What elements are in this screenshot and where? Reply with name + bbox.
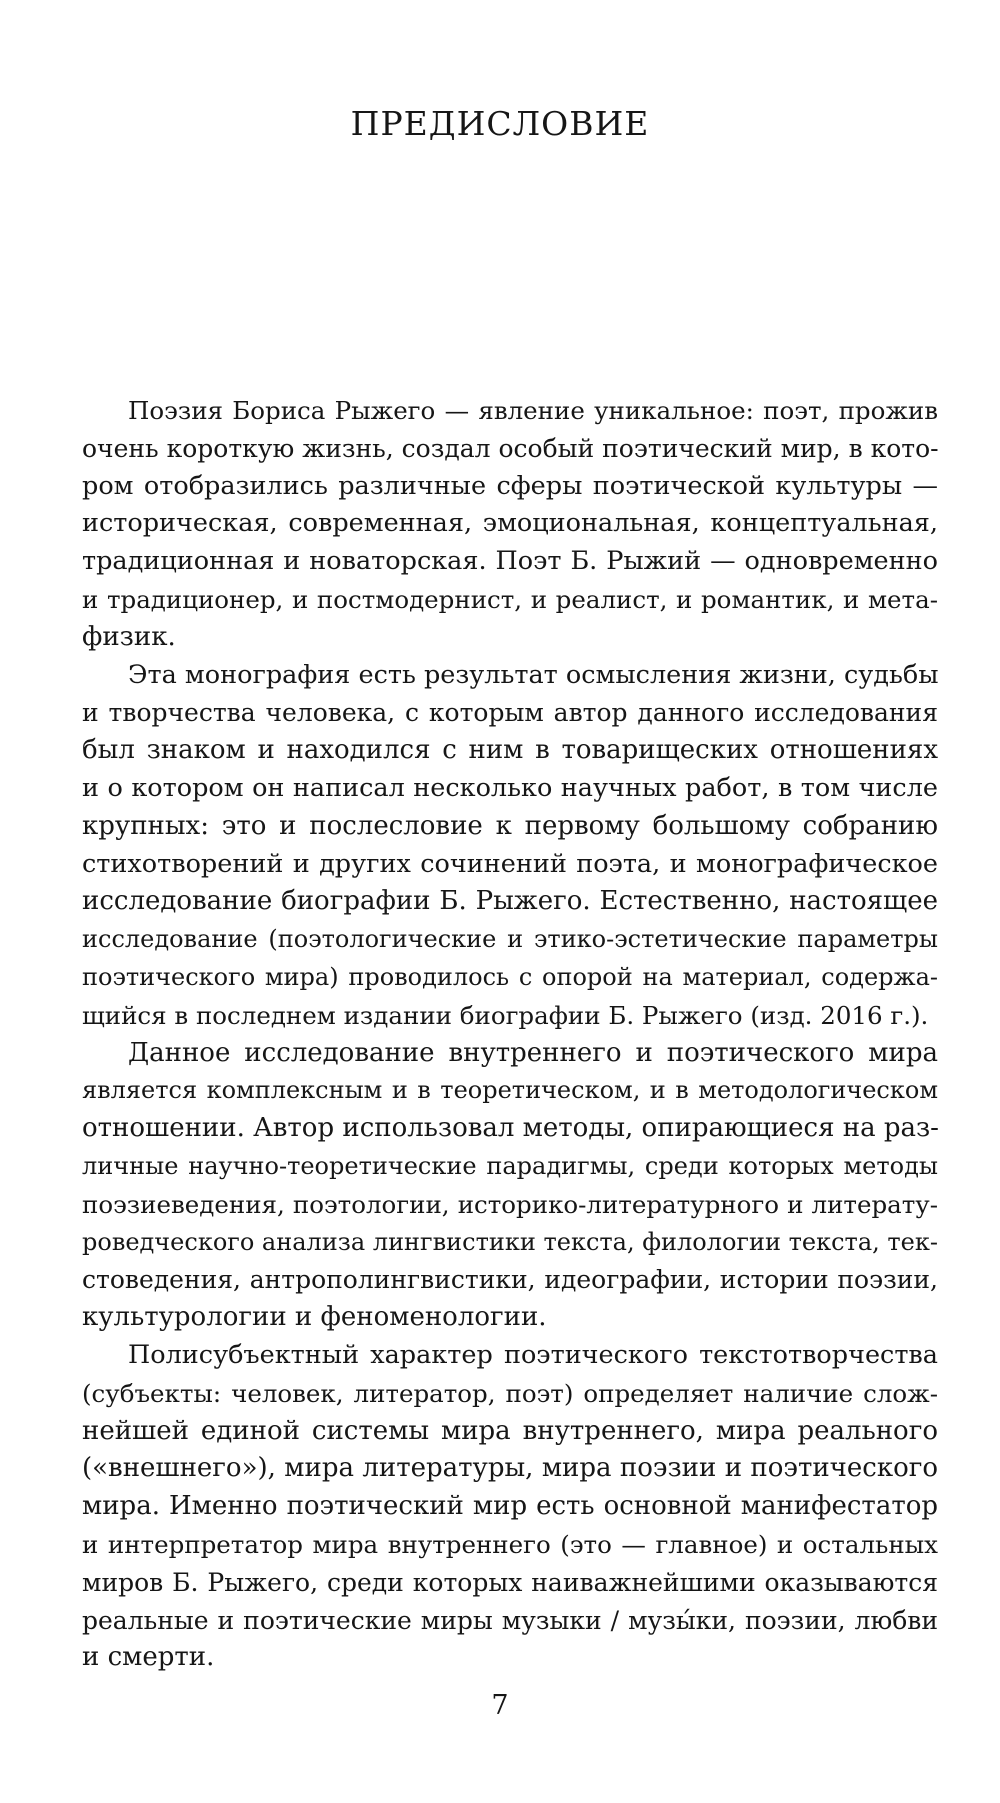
text-line: Полисубъектный характер поэтического текстотворчества [128, 1339, 938, 1370]
text-line: и традиционер, и постмодернист, и реалист, и романтик, и мета- [82, 584, 938, 614]
text-line: исследование биографии Б. Рыжего. Естественно, настоящее [82, 886, 938, 917]
paragraph-2 [82, 657, 938, 1035]
text-line: миров Б. Рыжего, среди которых наиважнейшими оказываются [82, 1567, 938, 1597]
text-line: Данное исследование внутреннего и поэтического мира [128, 1037, 938, 1068]
text-line: традиционная и новаторская. Поэт Б. Рыжий — одновременно [82, 546, 938, 577]
text-line: поэтического мира) проводилось с опорой на материал, содержа- [82, 962, 938, 991]
text-line: был знаком и находился с ним в товарищеских отношениях [82, 735, 938, 766]
text-line: и творчества человека, с которым автор данного исследования [82, 698, 938, 728]
text-line: (субъекты: человек, литератор, поэт) определяет наличие слож- [82, 1378, 938, 1408]
page-title: ПРЕДИСЛОВИЕ [350, 104, 650, 143]
text-line: нейшей единой системы мира внутреннего, мира реального [82, 1415, 938, 1446]
paragraph-4 [82, 1337, 938, 1677]
paragraph-1 [82, 392, 938, 657]
text-line: крупных: это и послесловие к первому большому собранию [82, 810, 938, 841]
text-line: поэзиеведения, поэтологии, историко-литературного и литерату- [82, 1189, 938, 1219]
text-line: исследование (поэтологические и этико-эстетические параметры [82, 925, 938, 954]
text-line: и о котором он написал несколько научных работ, в том числе [82, 772, 938, 803]
text-line: ром отобразились различные сферы поэтической культуры — [82, 470, 938, 501]
text-line: Эта монография есть результат осмысления жизни, судьбы [128, 659, 939, 690]
text-line: является комплексным и в теоретическом, и в методологическом [82, 1076, 938, 1105]
text-line: Поэзия Бориса Рыжего — явление уникальное: поэт, прожив [128, 396, 938, 425]
text-line: отношении. Автор использовал методы, опирающиеся на раз- [82, 1113, 939, 1144]
text-line: стоведения, антрополингвистики, идеографии, истории поэзии, [82, 1265, 938, 1295]
text-line: очень короткую жизнь, создал особый поэтический мир, в кото- [82, 433, 939, 463]
paragraph-3 [82, 1035, 938, 1337]
text-line: физик. [82, 621, 176, 652]
text-line: личные научно-теоретические парадигмы, среди которых методы [82, 1151, 938, 1180]
text-line: и смерти. [82, 1642, 215, 1673]
text-line: историческая, современная, эмоциональная, концептуальная, [82, 508, 938, 539]
text-line: («внешнего»), мира литературы, мира поэзии и поэтического [82, 1453, 938, 1484]
text-line: культурологии и феноменологии. [82, 1302, 547, 1333]
text-line: мира. Именно поэтический мир есть основной манифестатор [82, 1491, 938, 1522]
text-line: щийся в последнем издании биографии Б. Рыжего (изд. 2016 г.). [82, 1000, 929, 1030]
text-line: реальные и поэтические миры музыки / музы́ки, поэзии, любви [82, 1605, 938, 1635]
text-line: роведческого анализа лингвистики текста, филологии текста, тек- [82, 1227, 938, 1256]
body-text [82, 392, 938, 1677]
page-number: 7 [491, 1690, 509, 1721]
text-line: и интерпретатор мира внутреннего (это — главное) и остальных [82, 1529, 938, 1559]
text-line: стихотворений и других сочинений поэта, и монографическое [82, 848, 938, 879]
